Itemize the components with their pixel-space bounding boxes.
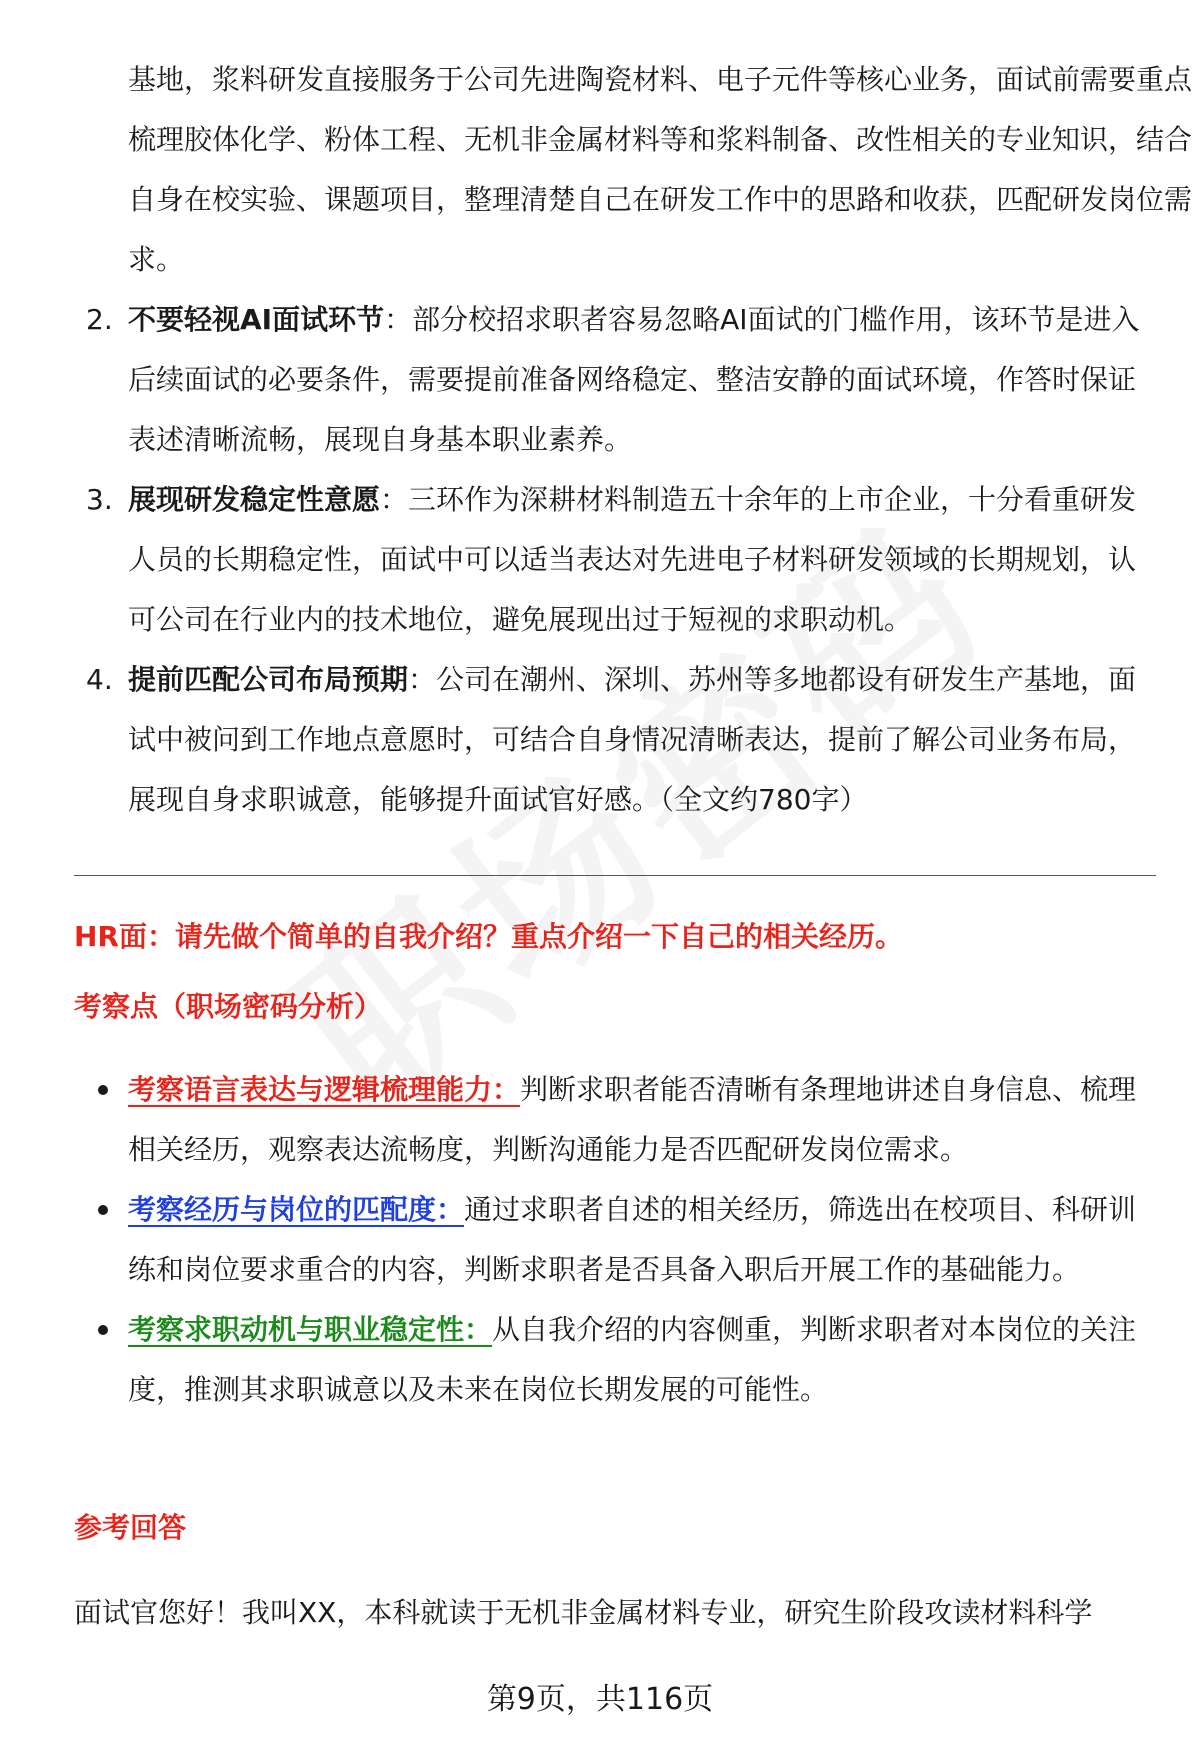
bullet-dot [98, 1205, 108, 1215]
focus-point-text: 通过求职者自述的相关经历，筛选出在校项目、科研训练和岗位要求重合的内容，判断求职者是否具备入职后开展工作的基础能力。 [128, 1193, 1137, 1286]
bullet-dot [98, 1325, 108, 1335]
list-item-text: ：部分校招求职者容易忽略AI面试的门槛作用，该环节是进入后续面试的必要条件，需要提前准备网络稳定、整洁安静的面试环境，作答时保证表述清晰流畅，展现自身基本职业素养。 [128, 303, 1140, 456]
list-number: 3. [86, 483, 113, 516]
focus-point-label: 考察经历与岗位的匹配度： [128, 1193, 465, 1226]
focus-point-text: 判断求职者能否清晰有条理地讲述自身信息、梳理相关经历，观察表达流畅度，判断沟通能力是否匹配研发岗位需求。 [128, 1073, 1137, 1166]
numbered-list [74, 290, 1149, 830]
list-item-title: 不要轻视AI面试环节 [128, 303, 385, 336]
list-number: 4. [86, 663, 113, 696]
bullet-dot [98, 1085, 108, 1095]
reference-answer-text: 面试官您好！我叫XX，本科就读于无机非金属材料专业，研究生阶段攻读材料科学 [74, 1596, 1093, 1629]
list-item [74, 290, 1149, 470]
focus-point-label: 考察语言表达与逻辑梳理能力： [128, 1073, 521, 1106]
list-item [74, 470, 1149, 650]
focus-points-heading: 考察点（职场密码分析） [74, 990, 383, 1023]
focus-point-item [74, 1060, 1156, 1180]
list-item [74, 650, 1149, 830]
focus-point-label: 考察求职动机与职业稳定性： [128, 1313, 493, 1346]
list-item-text: ：三环作为深耕材料制造五十余年的上市企业，十分看重研发人员的长期稳定性，面试中可以适当表达对先进电子材料研发领域的长期规划，认可公司在行业内的技术地位，避免展现出过于短视的求职动机。 [128, 483, 1137, 636]
list-item-title: 展现研发稳定性意愿 [128, 483, 381, 516]
list-item-1-continuation: 基地，浆料研发直接服务于公司先进陶瓷材料、电子元件等核心业务，面试前需要重点梳理胶体化学、粉体工程、无机非金属材料等和浆料制备、改性相关的专业知识，结合自身在校实验、课题项目，整理清楚自己在研发工作中的思路和收获，匹配研发岗位需求。 [128, 63, 1193, 276]
reference-answer-heading: 参考回答 [74, 1511, 187, 1544]
focus-point-item [74, 1300, 1156, 1420]
page-footer: 第9页，共116页 [486, 1682, 714, 1717]
hr-question-heading: HR面：请先做个简单的自我介绍？重点介绍一下自己的相关经历。 [74, 920, 903, 953]
list-item-text: ：公司在潮州、深圳、苏州等多地都设有研发生产基地，面试中被问到工作地点意愿时，可结合自身情况清晰表达，提前了解公司业务布局，展现自身求职诚意，能够提升面试官好感。（全文约780字） [128, 663, 1137, 816]
focus-point-text: 从自我介绍的内容侧重，判断求职者对本岗位的关注度，推测其求职诚意以及未来在岗位长期发展的可能性。 [128, 1313, 1137, 1406]
list-item-title: 提前匹配公司布局预期 [128, 663, 409, 696]
focus-points-list [74, 1060, 1156, 1420]
focus-point-item [74, 1180, 1156, 1300]
list-number: 2. [86, 303, 113, 336]
section-divider [74, 875, 1156, 876]
